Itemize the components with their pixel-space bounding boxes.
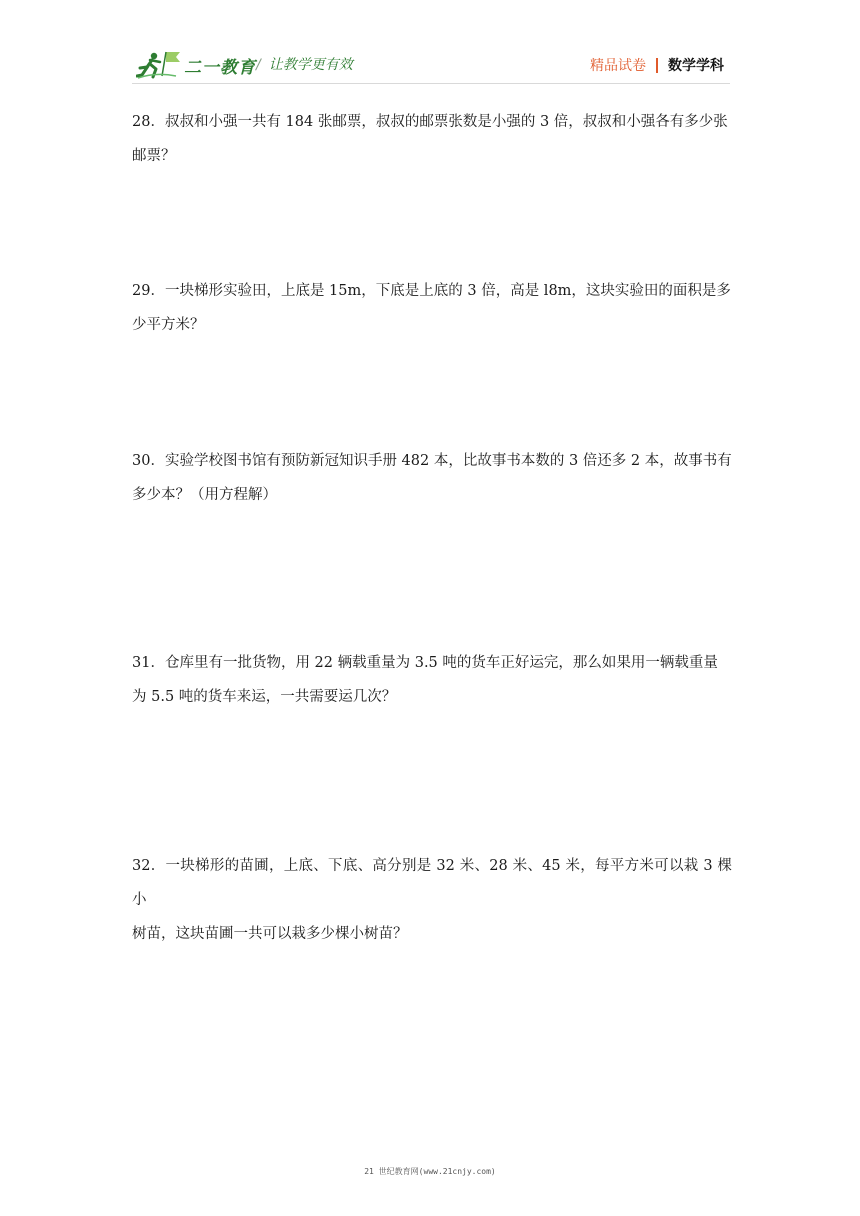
question-32	[132, 849, 732, 951]
tag-separator	[656, 58, 658, 73]
question-line: 29．一块梯形实验田，上底是 15m，下底是上底的 3 倍，高是 l8m，这块实验田的面积是多	[132, 283, 731, 299]
question-30	[132, 444, 732, 512]
question-28	[132, 105, 732, 173]
question-line: 28．叔叔和小强一共有 184 张邮票，叔叔的邮票张数是小强的 3 倍，叔叔和小强各有多少张	[132, 114, 728, 130]
tag-premium-exam: 精品试卷	[590, 58, 646, 74]
logo	[136, 50, 256, 80]
slogan-text: 让教学更有效	[268, 57, 353, 73]
page-header	[132, 46, 730, 84]
tag-subject: 数学学科	[668, 58, 724, 74]
question-line: 31．仓库里有一批货物，用 22 辆载重量为 3.5 吨的货车正好运完，那么如果用一辆载重量	[132, 655, 718, 671]
logo-text: 二一教育	[184, 57, 256, 78]
slogan: / 让教学更有效	[256, 57, 353, 73]
question-line: 30．实验学校图书馆有预防新冠知识手册 482 本，比故事书本数的 3 倍还多 2 本，故事书有	[132, 453, 732, 469]
question-line: 为 5.5 吨的货车来运，一共需要运几次？	[132, 689, 397, 705]
question-line: 多少本？（用方程解）	[132, 487, 277, 503]
runner-flag-icon	[136, 50, 182, 80]
header-tags	[590, 55, 724, 75]
question-31	[132, 646, 732, 714]
question-line: 32．一块梯形的苗圃，上底、下底、高分别是 32 米、28 米、45 米，每平方米可以栽 3 棵小	[132, 858, 732, 908]
page-footer: 21 世纪教育网(www.21cnjy.com)	[364, 1167, 496, 1176]
question-line: 少平方米？	[132, 317, 205, 333]
question-29	[132, 274, 732, 342]
question-line: 邮票？	[132, 148, 176, 164]
question-line: 树苗，这块苗圃一共可以栽多少棵小树苗？	[132, 926, 408, 942]
header-divider	[132, 83, 730, 84]
